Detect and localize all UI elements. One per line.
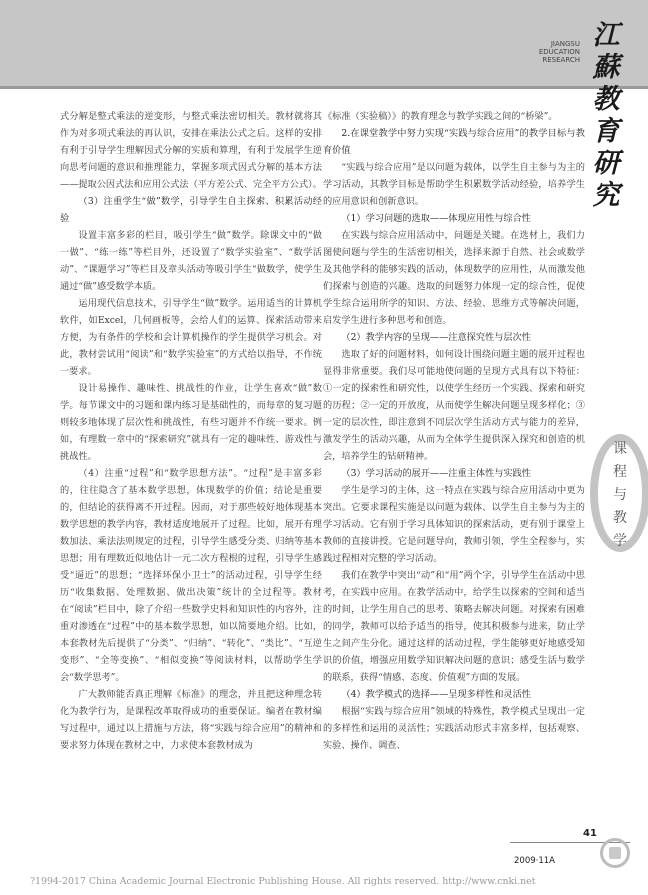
paragraph: 设置丰富多彩的栏目，吸引学生“做”数学。除课文中的“做一做”、“练一练”等栏目外，还设置了“数学实验室”、“数学活动”、“课题学习”等栏目及章头活动等吸引学生“做数学，使学生通过“做”感受数学本质。: [60, 230, 322, 292]
paragraph: 《标准（实验稿）》的教育理念与教学实践之间的“桥梁”。: [323, 111, 558, 122]
paragraph: 式分解是整式乘法的逆变形，与整式乘法密切相关。教材就将其作为对多项式乘法的再认识，安排在乘法公式之后。这样的安排有利于引导学生理解因式分解的实质和算理，有利于发展学生逆向思考问题的意识和推理能力，掌握多项式因式分解的基本方法——提取公因式法和应用公式法（平方差公式、完全平方公式）。: [60, 111, 322, 190]
copyright-footer: ?1994-2017 China Academic Journal Electronic Publishing House. All rights reserved. http://www.cnki.net: [30, 876, 536, 887]
journal-name-en-line2: EDUCATION: [538, 48, 580, 56]
paragraph: 选取了好的问题材料，如何设计围绕问题主题的展开过程也显得非常重要。我们尽可能地使问题的呈现方式具有以下特征：①一定的探索性和研究性，以使学生经历一个实践、探索和研究的历程；②一定的开放度，从而使学生解决问题呈现多样化；③一定的层次性，即注意到不同层次学生活动方式与能力的差异，激发学生的活动兴趣，从而为全体学生提供深入探究和创造的机会，培养学生的钻研精神。: [323, 349, 585, 462]
journal-name-en-line1: JIANGSU: [550, 40, 580, 48]
section-heading: （3）注重学生“做”数学，引导学生自主探索、积累活动经验: [60, 196, 322, 224]
section-heading: （1）学习问题的选取——体现应用性与综合性: [341, 213, 531, 224]
section-heading: （4）教学模式的选择——呈现多样性和灵活性: [341, 689, 531, 700]
journal-corner-logo: [600, 838, 630, 868]
left-text-column: [60, 108, 322, 754]
journal-logo-title: 江蘇 教育 研究: [592, 20, 620, 211]
header-band-edge: [0, 86, 648, 89]
paragraph: 设计易操作、趣味性、挑战性的作业，让学生喜欢“做”数学。每节课文中的习题和课内练习是基础性的，而每章的复习题则较多地体现了层次性和挑战性，有些习题并不作统一要求。例如，有理数一章中的“探索研究”就具有一定的趣味性、游戏性与挑战性。: [60, 383, 322, 462]
journal-name-english: [500, 40, 580, 64]
paragraph: （4）注重“过程”和“数学思想方法”。“过程”是丰富多彩的，往往隐含了基本数学思想，体现数学的价值；结论是重要的，但结论的获得离不开过程。因而，对于那些较好地体现基本数学思想的教学内容，教材适度地展开了过程。比如，展开有理数加法、乘法法则规定的过程，引导学生感受分类、归纳等基本思想；用有理数近似地估计一元二次方程根的过程，引导学生感受“逼近”的思想；“选择环保小卫士”的活动过程，引导学生经历“收集数据、处理数据、做出决策”统计的全过程等。教材在“阅读”栏目中，除了介绍一些数学史料和知识性的内容外，注重对渗透在“过程”中的基本数学思想，如以简要地介绍。比如，本套教材先后提供了“分类”、“归纳”、“转化”、“类比”、“互逆变形”、“全等变换”、“相似变换”等阅读材料，以帮助学生学会“数学思考”。: [60, 468, 322, 683]
paragraph: 我们在教学中突出“动”和“用”两个字，引导学生在活动中思考，在实践中应用。在教学活动中，给学生以探索的空间和适当的时间，让学生用自己的思考、策略去解决问题。对探索有困难的同学，教师可以给予适当的指导，使其积极参与进来，防止学生之间产生分化。通过这样的活动过程，学生能够更好地感受知识的价值，增强应用数学知识解决问题的意识；感受生活与数学的联系，获得“情感、态度、价值观”方面的发展。: [323, 570, 585, 683]
paragraph: 广大教师能否真正理解《标准》的理念，并且把这种理念转化为教学行为，是课程改革取得成功的重要保证。编者在教材编写过程中，通过以上措施与方法，将“实践与综合应用”的精神和要求努力体现在教材之中，力求使本套教材成为: [60, 689, 322, 751]
right-text-column: [323, 108, 585, 754]
section-heading: （2）教学内容的呈现——注意探究性与层次性: [341, 332, 531, 343]
paragraph: 学生是学习的主体，这一特点在实践与综合应用活动中更为突出。它要求课程实施是以问题为载体、以学生自主参与为主的学习活动。它有别于学习具体知识的探索活动，更有别于课堂上教师的直接讲授。它是问题导向，教师引领，学生全程参与，实践过程相对完整的学习活动。: [323, 485, 585, 564]
section-heading: （3）学习活动的展开——注重主体性与实践性: [341, 468, 531, 479]
journal-name-en-line3: RESEARCH: [542, 56, 580, 64]
page-number: 41: [583, 828, 597, 839]
section-heading: 2.在课堂教学中努力实现“实践与综合应用”的教学目标与教育价值: [323, 128, 585, 156]
section-tab-label: 课 程 与 教 学: [613, 441, 627, 549]
paragraph: 根据“实践与综合应用”领域的特殊性，教学模式呈现出一定的多样性和运用的灵活性；实践活动形式丰富多样，包括观察、实验、操作、调查、: [323, 706, 585, 751]
paragraph: “实践与综合应用”是以问题为载体，以学生自主参与为主的学习活动，其教学目标是帮助学生积累数学活动经验，培养学生的应用意识和创新意识。: [323, 162, 585, 207]
issue-label: 2009·11A: [514, 856, 555, 866]
paragraph: 运用现代信息技术，引导学生“做”数学。运用适当的计算机软件，如Excel，几何画板等，会给人们的运算、探索活动带来方便，为有条件的学校和会计算机操作的学生提供学习机会。对此，教材尝试用“阅读”和“数学实验室”的方式给以指导，不作统一要求。: [60, 298, 322, 377]
paragraph: 在实践与综合应用活动中，问题是关键。在选材上，我们力图使问题与学生的生活密切相关，选择来源于自然、社会或数学及其他学科的能够实践的活动，体现数学的应用性，从而激发他们探索与创造的兴趣。选取的问题努力体现一定的综合性，促使学生综合运用所学的知识、方法、经验、思维方式等解决问题，启发学生进行多种思考和创造。: [323, 230, 585, 326]
